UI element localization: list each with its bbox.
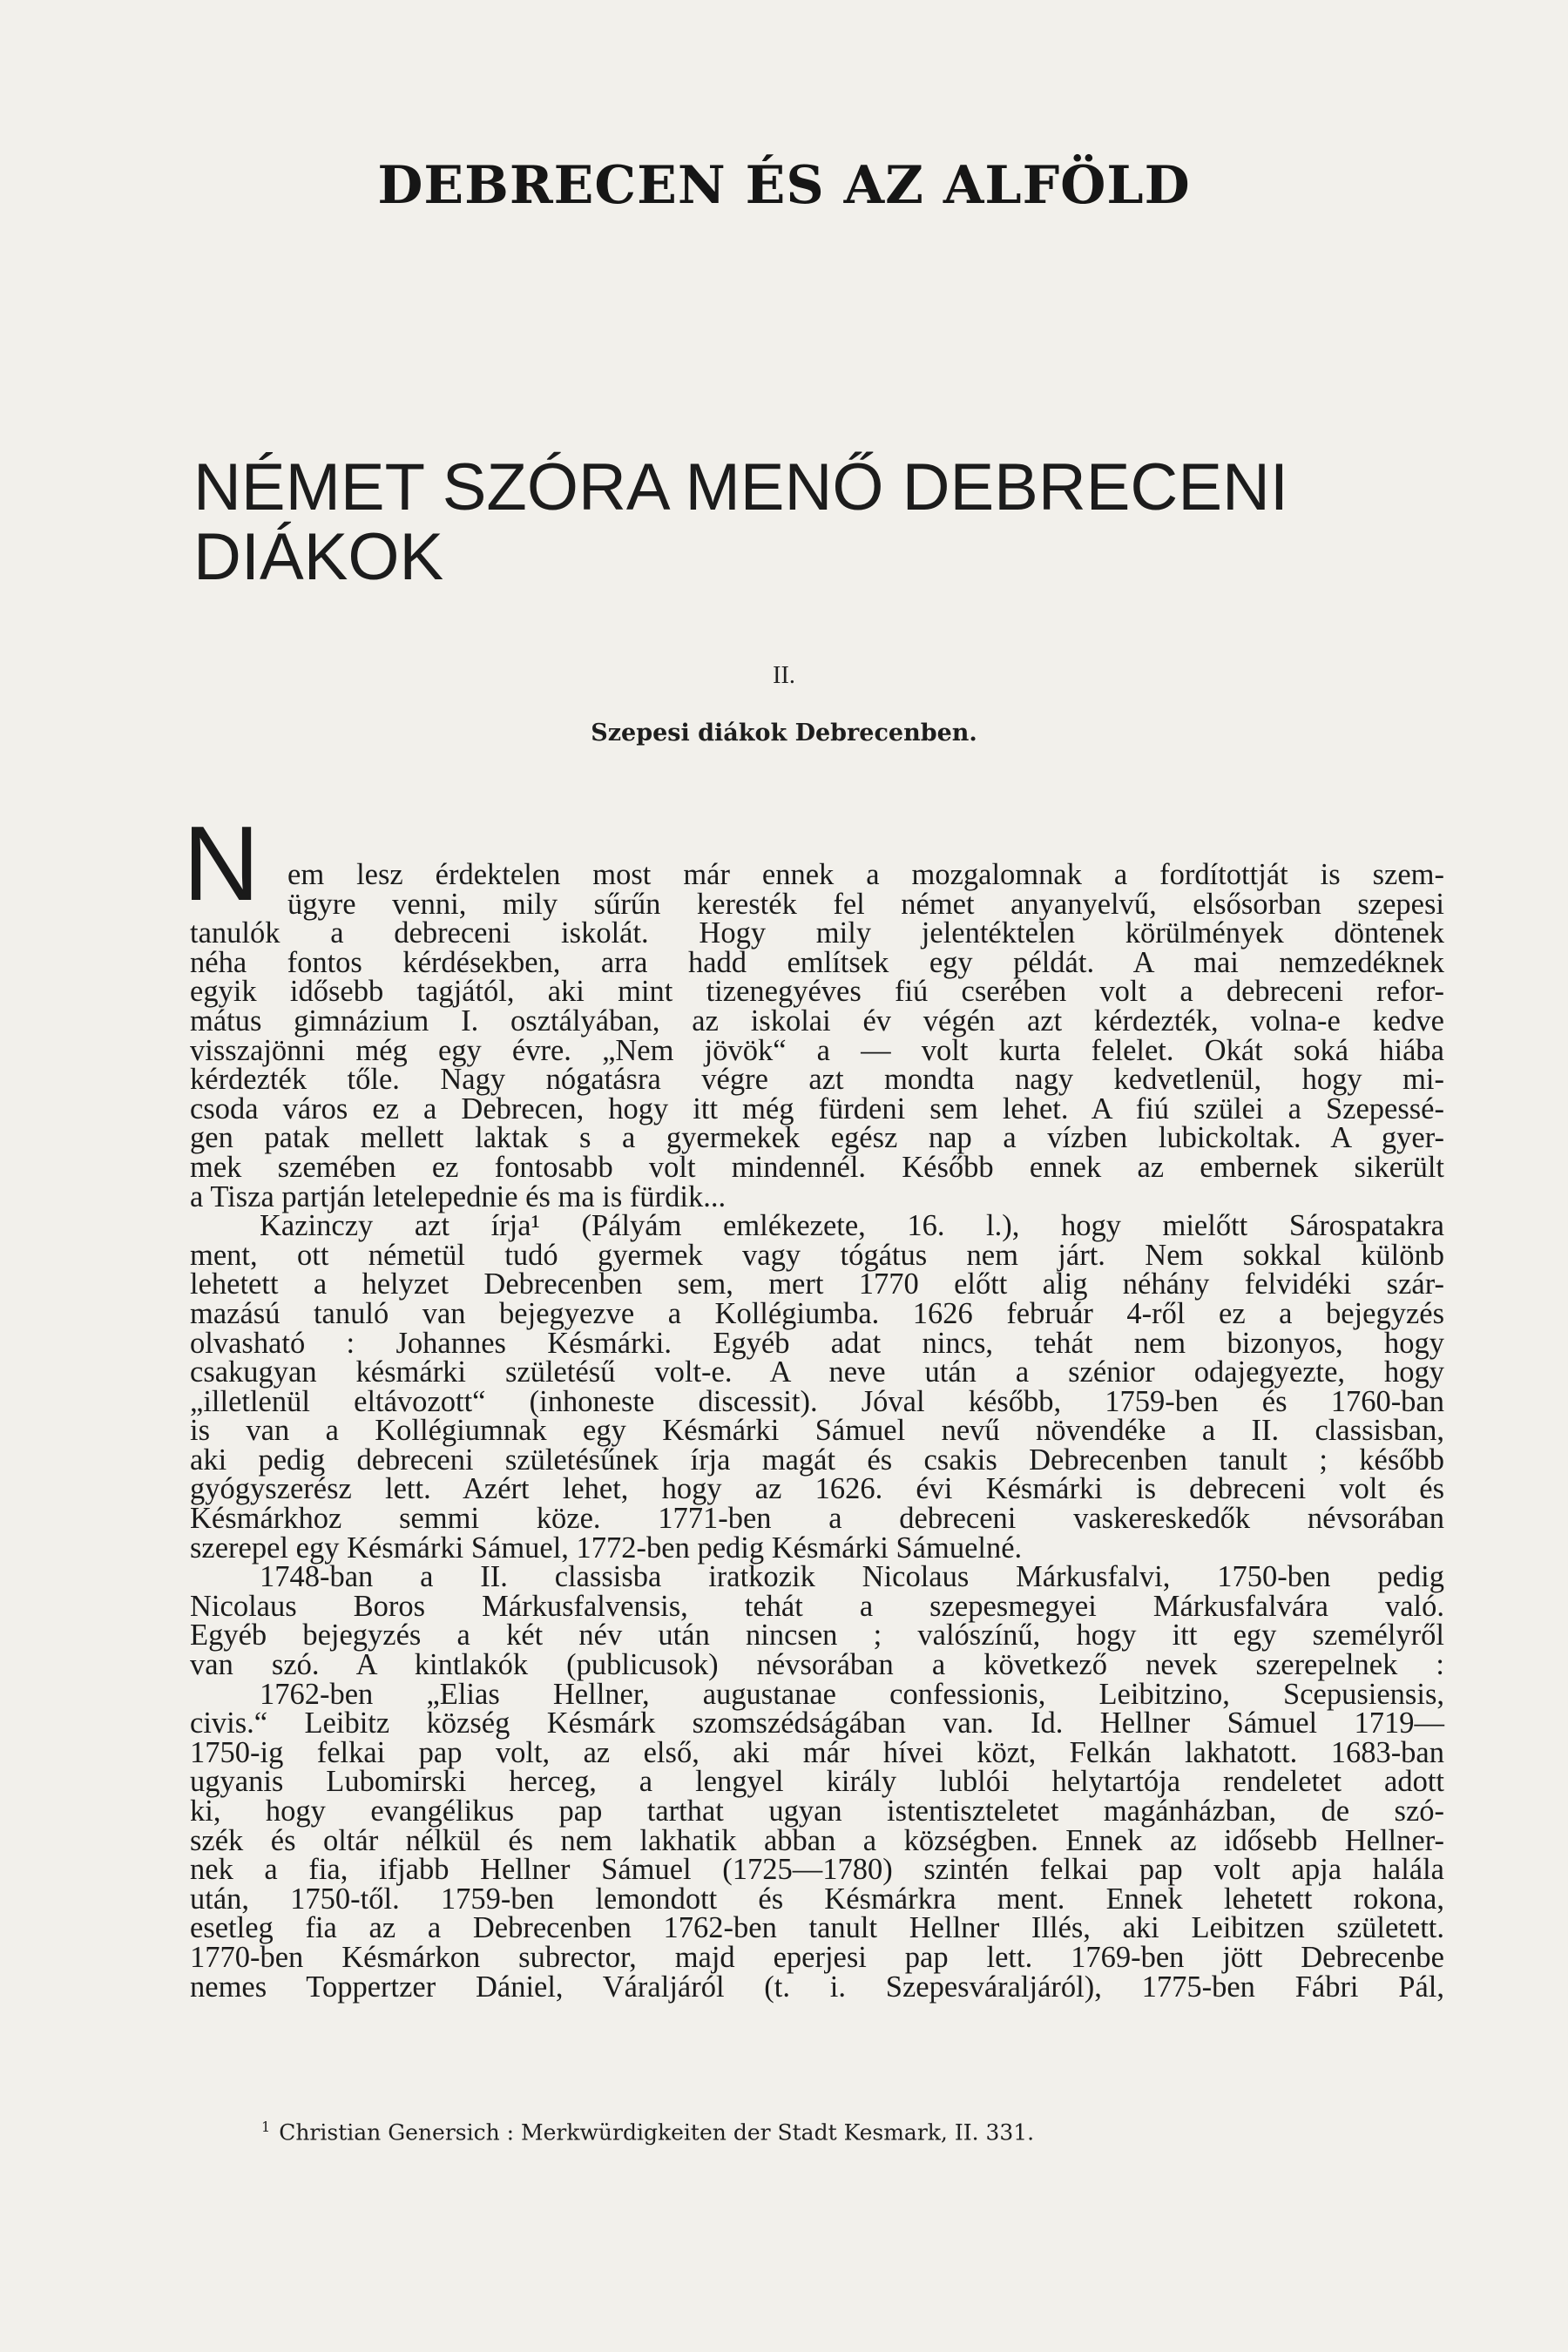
text-line: után, 1750-től. 1759-ben lemondott és Késmárkra ment. Ennek lehetett rokona, <box>190 1882 1444 1916</box>
text-line: szék és oltár nélkül és nem lakhatik abban a községben. Ennek az idősebb Hellner- <box>190 1823 1444 1857</box>
section-heading: Szepesi diákok Debrecenben. <box>591 720 977 747</box>
text-line: „illetlenül eltávozott“ (inhoneste discessit). Jóval később, 1759-ben és 1760-ban <box>190 1384 1444 1418</box>
text-line: 1762-ben „Elias Hellner, augustanae confessionis, Leibitzino, Scepusiensis, <box>260 1677 1444 1711</box>
text-line: mek szemében ez fontosabb volt mindennél. Később ennek az embernek sikerült <box>190 1150 1444 1184</box>
text-line: gyógyszerész lett. Azért lehet, hogy az 1626. évi Késmárki is debreceni volt és <box>190 1472 1444 1506</box>
text-line: esetleg fia az a Debrecenben 1762-ben tanult Hellner Illés, aki Leibitzen született. <box>190 1911 1444 1945</box>
text-line: Egyéb bejegyzés a két név után nincsen ; valószínű, hogy itt egy személyről <box>190 1619 1444 1652</box>
text-line: civis.“ Leibitz község Késmárk szomszédságában van. Id. Hellner Sámuel 1719— <box>190 1707 1444 1740</box>
text-line: visszajönni még egy évre. „Nem jövök“ a — volt kurta felelet. Okát soká hiába <box>190 1033 1444 1067</box>
body-text <box>190 858 1444 2004</box>
text-line: van szó. A kintlakók (publicusok) névsorában a következő nevek szerepelnek : <box>190 1648 1444 1682</box>
text-line: aki pedig debreceni születésűnek írja magát és csakis Debrecenben tanult ; később <box>190 1443 1444 1477</box>
text-line: ügyre venni, mily sűrűn keresték fel német anyanyelvű, elsősorban szepesi <box>287 887 1444 921</box>
text-line: mazású tanuló van bejegyezve a Kollégiumba. 1626 február 4-ről ez a bejegyzés <box>190 1296 1444 1330</box>
text-line: egyik idősebb tagjától, aki mint tizenegyéves fiú cserében volt a debreceni refor- <box>190 975 1444 1009</box>
drop-cap: N <box>183 804 260 923</box>
text-line: lehetett a helyzet Debrecenben sem, mert 1770 előtt alig néhány felvidéki szár- <box>190 1267 1444 1301</box>
text-line: ugyanis Lubomirski herceg, a lengyel király lublói helytartója rendeletet adott <box>190 1765 1444 1799</box>
text-line: nemes Toppertzer Dániel, Váraljáról (t. i. Szepesváraljáról), 1775-ben Fábri Pál, <box>190 1970 1444 2004</box>
footnote <box>261 2119 1034 2145</box>
text-line: ki, hogy evangélikus pap tarthat ugyan istentiszteletet magánházban, de szó- <box>190 1794 1444 1828</box>
text-line: a Tisza partján letelepednie és ma is fürdik... <box>190 1179 727 1213</box>
text-line: 1770-ben Késmárkon subrector, majd eperjesi pap lett. 1769-ben jött Debrecenbe <box>190 1940 1444 1974</box>
text-line: mátus gimnázium I. osztályában, az iskolai év végén azt kérdezték, volna-e kedve <box>190 1004 1444 1037</box>
article-title-line-2: DIÁKOK <box>193 520 444 594</box>
text-line: gen patak mellett laktak s a gyermekek egész nap a vízben lubickoltak. A gyer- <box>190 1121 1444 1155</box>
text-line: ment, ott németül tudó gyermek vagy tógátus nem járt. Nem sokkal különb <box>190 1238 1444 1272</box>
article-title-line-1: NÉMET SZÓRA MENŐ DEBRECENI <box>193 450 1289 524</box>
footnote-mark: 1 <box>261 2119 271 2135</box>
text-line: nek a fia, ifjabb Hellner Sámuel (1725—1780) szintén felkai pap volt apja halála <box>190 1853 1444 1887</box>
text-line: 1748-ban a II. classisba iratkozik Nicolaus Márkusfalvi, 1750-ben pedig <box>260 1560 1444 1594</box>
part-number: II. <box>773 662 795 689</box>
text-line: olvasható : Johannes Késmárki. Egyéb adat nincs, tehát nem bizonyos, hogy <box>190 1326 1444 1360</box>
text-line: csakugyan késmárki születésű volt-e. A neve után a szénior odajegyezte, hogy <box>190 1355 1444 1389</box>
text-line: csoda város ez a Debrecen, hogy itt még fürdeni sem lehet. A fiú szülei a Szepessé- <box>190 1092 1444 1125</box>
text-line: Nicolaus Boros Márkusfalvensis, tehát a szepesmegyei Márkusfalvára való. <box>190 1589 1444 1623</box>
text-line: is van a Kollégiumnak egy Késmárki Sámuel nevű növendéke a II. classisban, <box>190 1414 1444 1448</box>
text-line: néha fontos kérdésekben, arra hadd említsek egy példát. A mai nemzedéknek <box>190 945 1444 979</box>
text-line: kérdezték tőle. Nagy nógatásra végre azt mondta nagy kedvetlenül, hogy mi- <box>190 1063 1444 1097</box>
text-line: em lesz érdektelen most már ennek a mozgalomnak a fordítottját is szem- <box>287 858 1444 891</box>
running-head: DEBRECEN ÉS AZ ALFÖLD <box>377 155 1191 216</box>
article-title <box>193 450 1326 594</box>
text-line: 1750-ig felkai pap volt, az első, aki már hívei közt, Felkán lakhatott. 1683-ban <box>190 1735 1444 1769</box>
text-line: Késmárkhoz semmi köze. 1771-ben a debreceni vaskereskedők névsorában <box>190 1502 1444 1536</box>
text-line: szerepel egy Késmárki Sámuel, 1772-ben pedig Késmárki Sámuelné. <box>190 1531 1023 1565</box>
footnote-text: Christian Genersich : Merkwürdigkeiten der Stadt Kesmark, II. 331. <box>279 2119 1035 2146</box>
text-line: tanulók a debreceni iskolát. Hogy mily jelentéktelen körülmények döntenek <box>190 916 1444 950</box>
text-line: Kazinczy azt írja¹ (Pályám emlékezete, 16. l.), hogy mielőtt Sárospatakra <box>260 1209 1444 1243</box>
